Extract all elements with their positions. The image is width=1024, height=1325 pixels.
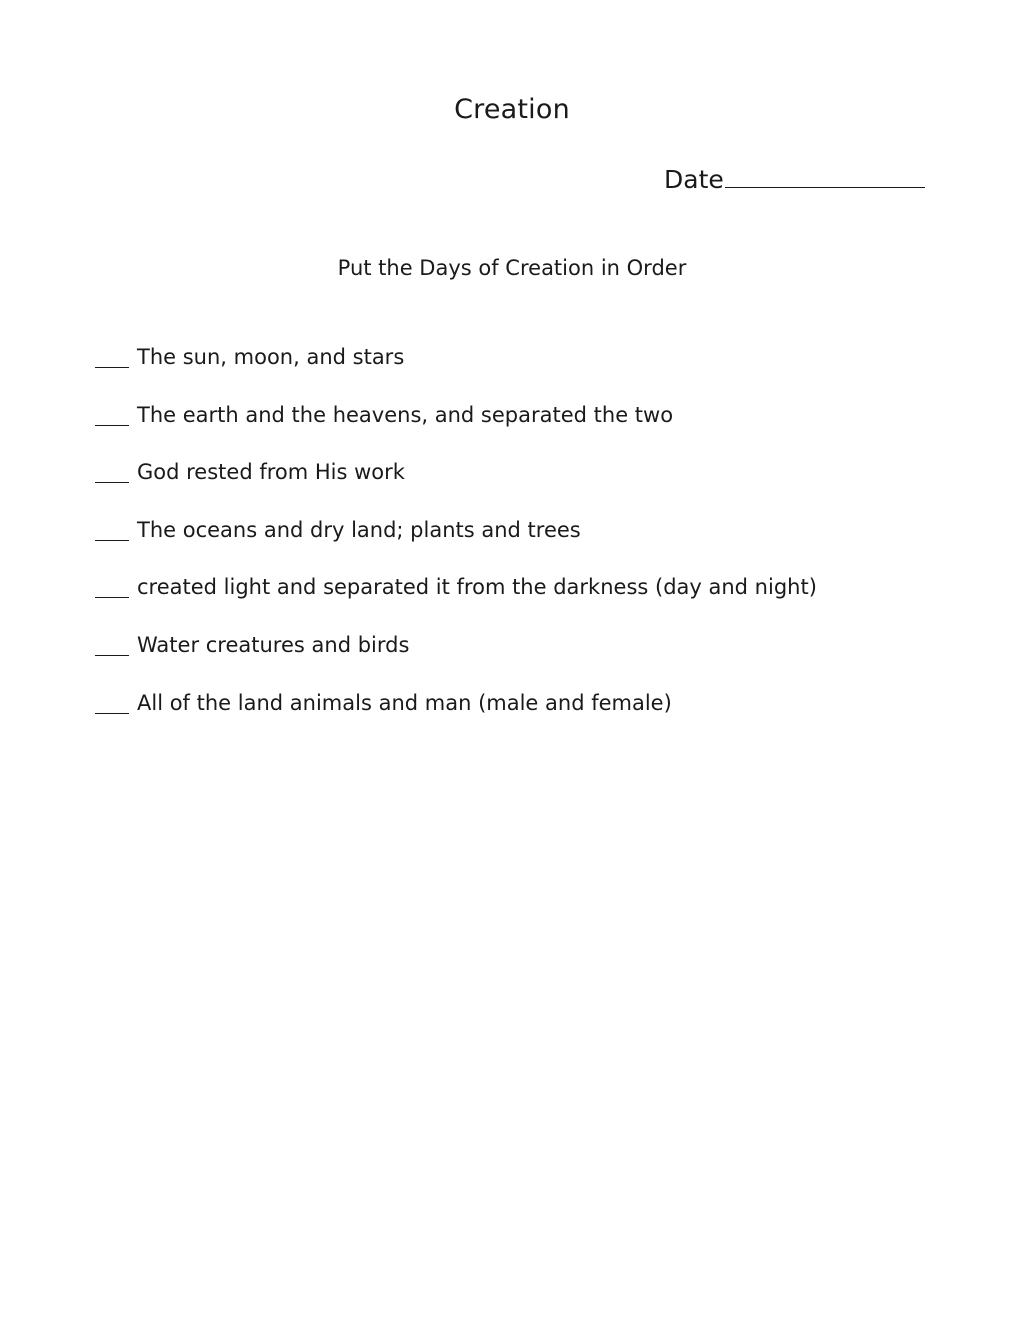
answer-blank[interactable] <box>95 460 129 483</box>
answer-blank[interactable] <box>95 633 129 656</box>
list-item <box>95 403 817 461</box>
list-item <box>95 345 817 403</box>
instructions: Put the Days of Creation in Order <box>337 256 687 280</box>
date-field <box>664 160 925 194</box>
list-item <box>95 575 817 633</box>
item-text: The oceans and dry land; plants and trees <box>137 517 581 542</box>
list-item <box>95 691 817 749</box>
date-label: Date <box>664 165 724 194</box>
list-item <box>95 460 817 518</box>
answer-blank[interactable] <box>95 575 129 598</box>
answer-blank[interactable] <box>95 403 129 426</box>
page-title: Creation <box>454 94 570 125</box>
item-text: All of the land animals and man (male and female) <box>137 690 672 715</box>
list-item <box>95 518 817 576</box>
answer-blank[interactable] <box>95 518 129 541</box>
answer-blank[interactable] <box>95 691 129 714</box>
item-text: The sun, moon, and stars <box>137 345 405 369</box>
item-text: created light and separated it from the darkness (day and night) <box>137 575 817 600</box>
item-text: God rested from His work <box>137 460 405 485</box>
item-text: Water creatures and birds <box>137 632 410 657</box>
answer-blank[interactable] <box>95 345 129 368</box>
list-item <box>95 633 817 691</box>
item-text: The earth and the heavens, and separated the two <box>137 402 674 427</box>
ordering-list <box>95 345 817 748</box>
date-blank-line[interactable] <box>725 160 925 188</box>
